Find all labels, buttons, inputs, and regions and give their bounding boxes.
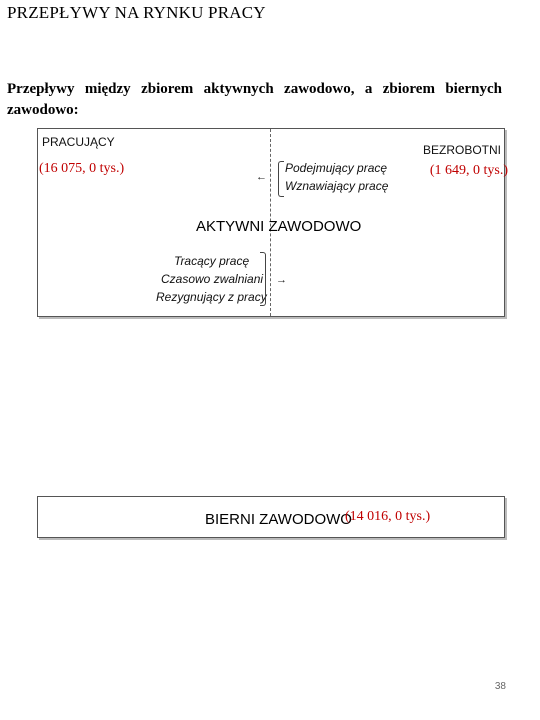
inactive-workforce-label: BIERNI ZAWODOWO [205,511,352,528]
brace-icon [260,252,266,306]
flow-to-unemployed-2: Czasowo zwalniani [161,272,264,286]
active-workforce-box [37,128,508,317]
page-number: 38 [494,681,506,692]
active-workforce-label: AKTYWNI ZAWODOWO [196,218,362,235]
arrow-left-icon: ← [256,171,267,183]
flow-to-employed-1: Podejmujący pracę [285,161,388,175]
flow-to-unemployed-1: Tracący pracę [174,254,250,268]
flow-to-employed-2: Wznawiający pracę [285,179,389,193]
flow-to-unemployed-3: Rezygnujący z pracy [156,290,267,304]
employed-label: PRACUJĄCY [42,135,115,149]
employed-value: (16 075, 0 tys.) [39,161,125,176]
inactive-workforce-box [37,496,505,538]
arrow-right-icon: → [276,274,287,286]
intro-paragraph: Przepływy między zbiorem aktywnych zawodowo, a zbiorem biernych zawodowo: [7,81,502,118]
unemployed-label: BEZROBOTNI [422,143,501,157]
inactive-workforce-value: (14 016, 0 tys.) [345,509,431,524]
unemployed-value: (1 649, 0 tys.) [429,163,508,178]
page-title: PRZEPŁYWY NA RYNKU PRACY [7,3,266,22]
brace-icon [278,161,284,197]
